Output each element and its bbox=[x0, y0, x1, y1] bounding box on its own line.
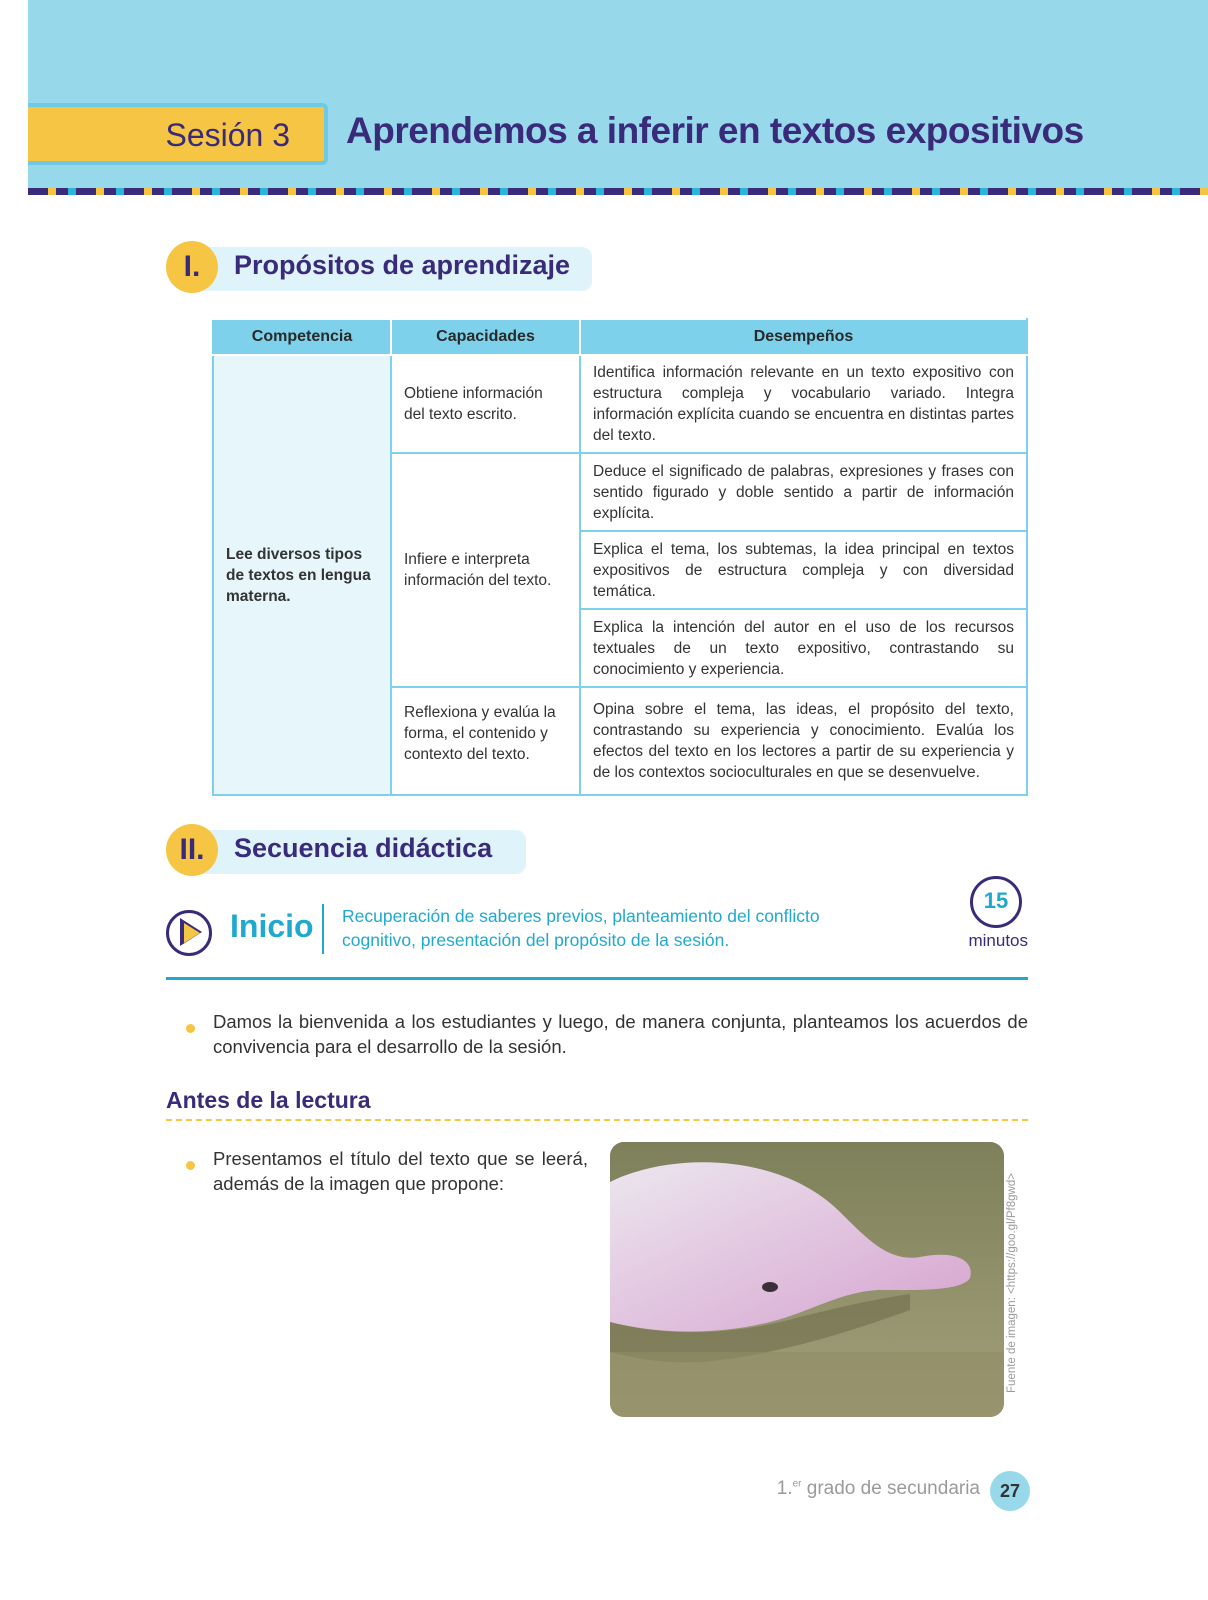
dolphin-photo bbox=[610, 1142, 1004, 1417]
section-title: Propósitos de aprendizaje bbox=[234, 250, 571, 280]
section-title: Secuencia didáctica bbox=[234, 833, 493, 863]
image-source-caption: Fuente de imagen: <https://goo.gl/Pf8gwd> bbox=[1006, 1173, 1018, 1393]
play-icon bbox=[166, 910, 212, 956]
header-stripe bbox=[28, 188, 1208, 195]
desempeno-cell: Opina sobre el tema, las ideas, el propósito del texto, contrastando su experiencia y conocimiento. Evalúa los efectos del texto en los lectores a partir de su experiencia y de los contextos socioculturales en que se desenvuelve. bbox=[580, 687, 1027, 795]
grade-number: 1. bbox=[776, 1478, 793, 1499]
column-header-desempenos: Desempeños bbox=[580, 319, 1027, 355]
grade-text: grado de secundaria bbox=[801, 1478, 980, 1499]
minutes-label: minutos bbox=[968, 931, 1028, 950]
inicio-description: Recuperación de saberes previos, planteamiento del conflicto cognitivo, presentación del propósito de la sesión. bbox=[342, 906, 820, 950]
desempeno-cell: Explica la intención del autor en el uso de los recursos textuales de un texto expositivo, contrastando su conocimiento y experiencia. bbox=[580, 609, 1027, 687]
inicio-title: Inicio bbox=[230, 908, 314, 944]
header-band bbox=[28, 0, 1208, 195]
minutes-value: 15 bbox=[983, 888, 1009, 913]
capacidad-cell: Obtiene información del texto escrito. bbox=[391, 355, 580, 453]
divider bbox=[322, 904, 324, 954]
desempeno-cell: Identifica información relevante en un texto expositivo con estructura compleja y vocabulario variado. Integra información explícita cuando se encuentra en distintas partes del texto. bbox=[580, 355, 1027, 453]
bullet-icon bbox=[186, 1161, 195, 1170]
page-number: 27 bbox=[990, 1471, 1030, 1511]
dashed-divider bbox=[166, 1119, 1028, 1121]
column-header-capacidades: Capacidades bbox=[391, 319, 580, 355]
capacidad-cell: Infiere e interpreta información del texto. bbox=[391, 453, 580, 687]
learning-purposes-table bbox=[212, 318, 1028, 796]
dolphin-illustration bbox=[610, 1142, 1004, 1417]
session-tab bbox=[28, 103, 328, 165]
grade-superscript: er bbox=[792, 1478, 802, 1490]
desempeno-cell: Explica el tema, los subtemas, la idea principal en textos expositivos de estructura compleja y con diversidad temática. bbox=[580, 531, 1027, 609]
page-title: Aprendemos a inferir en textos expositivos bbox=[346, 110, 1084, 151]
bullet-icon bbox=[186, 1024, 195, 1033]
paragraph: Damos la bienvenida a los estudiantes y luego, de manera conjunta, planteamos los acuerdos de convivencia para el desarrollo de la sesión. bbox=[213, 1011, 1028, 1057]
column-header-competencia: Competencia bbox=[213, 319, 391, 355]
capacidad-cell: Reflexiona y evalúa la forma, el contenido y contexto del texto. bbox=[391, 687, 580, 795]
session-label: Sesión 3 bbox=[165, 117, 290, 153]
divider bbox=[166, 977, 1028, 980]
section-number: II. bbox=[166, 824, 218, 876]
desempeno-cell: Deduce el significado de palabras, expresiones y frases con sentido figurado y doble sentido a partir de información explícita. bbox=[580, 453, 1027, 531]
competencia-cell: Lee diversos tipos de textos en lengua materna. bbox=[213, 355, 391, 795]
inicio-header bbox=[166, 888, 1028, 980]
paragraph: Presentamos el título del texto que se leerá, además de la imagen que propone: bbox=[213, 1148, 588, 1194]
subheading: Antes de la lectura bbox=[166, 1087, 371, 1113]
section-number: I. bbox=[166, 241, 218, 293]
clock-icon bbox=[970, 876, 1022, 928]
grade-label bbox=[777, 1478, 980, 1500]
